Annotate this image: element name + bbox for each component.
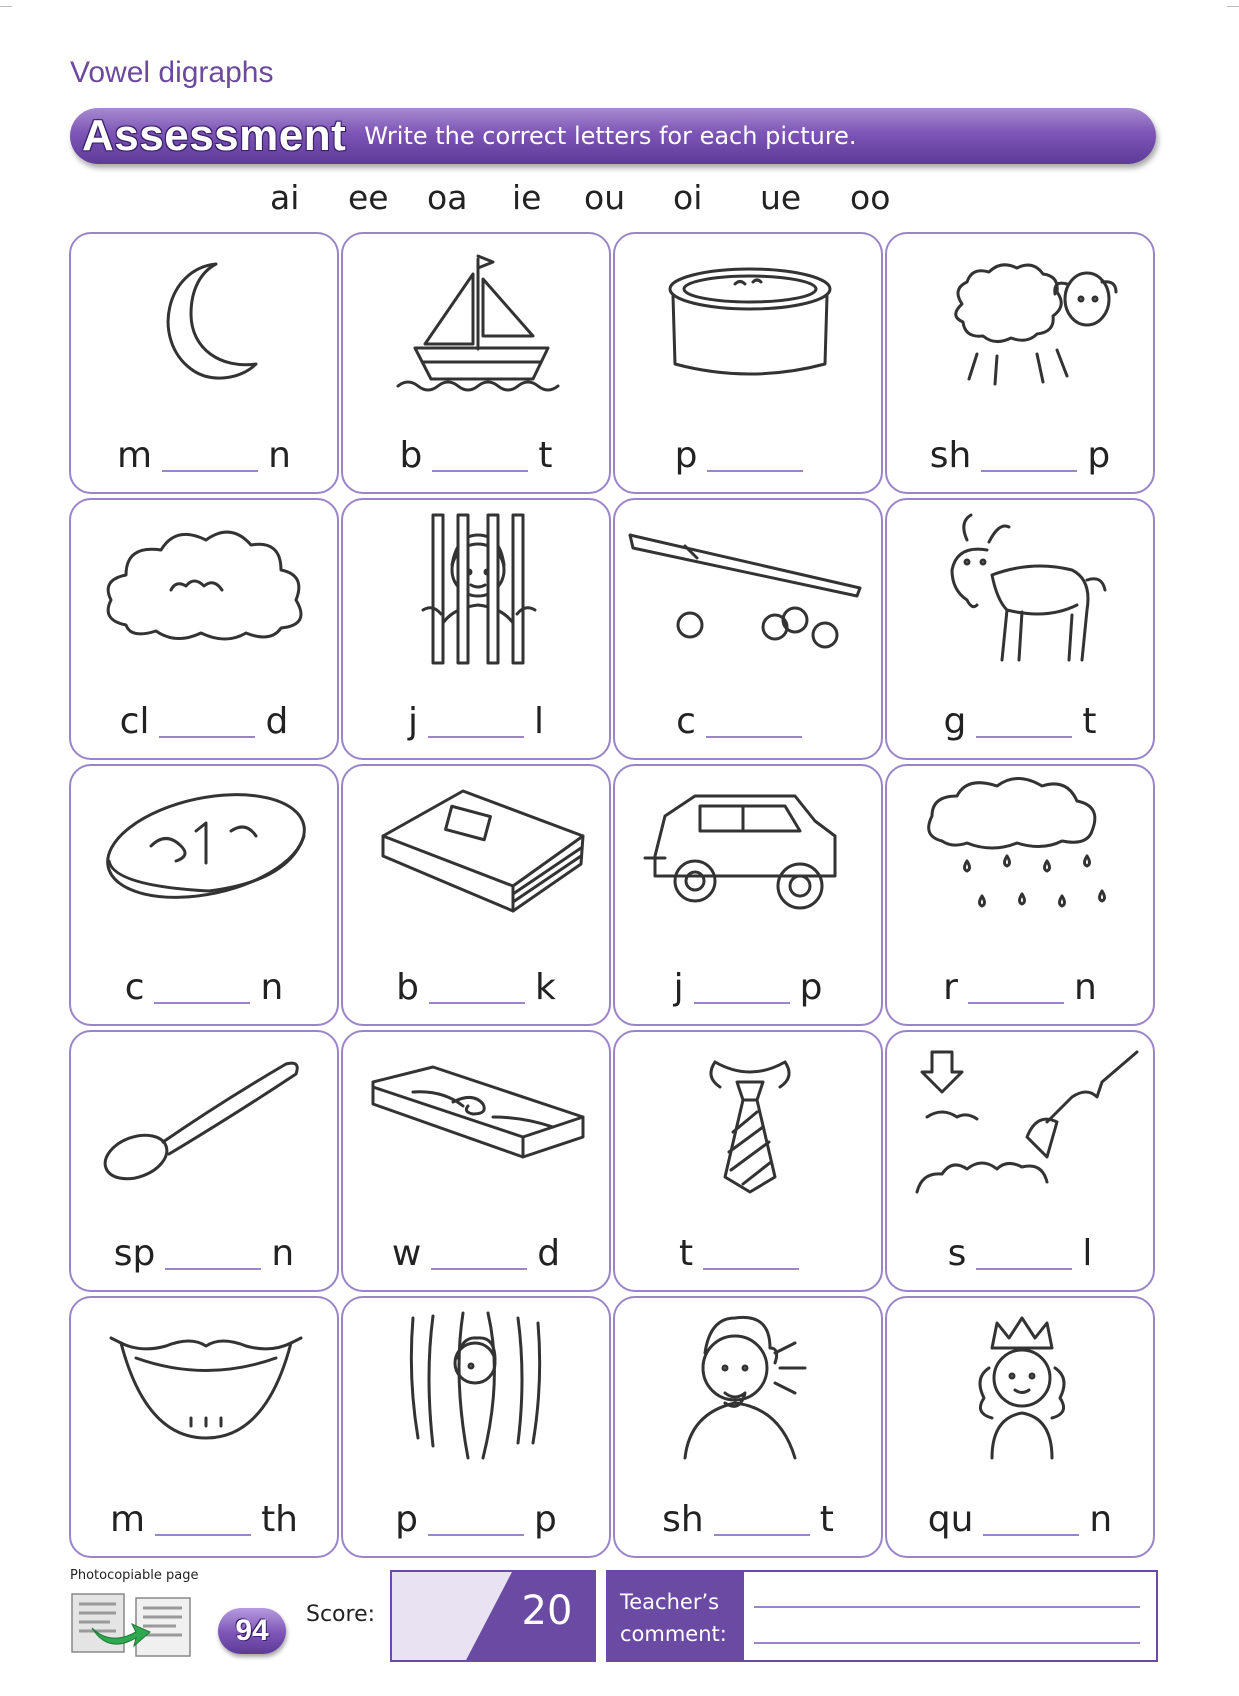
answer-blank[interactable] [428,732,524,738]
picture-card [613,498,883,760]
answer-blank[interactable] [714,1530,810,1536]
banner-title: Assessment [82,111,347,160]
word-suffix: p [799,967,823,1008]
wood-icon [353,1042,603,1197]
picture-card [885,498,1155,760]
assessment-banner [70,108,1156,164]
picture-card [341,1296,611,1558]
word-completion [887,698,1153,742]
digraph-option: oa [427,178,468,217]
boat-icon [353,244,603,399]
word-suffix: p [1087,435,1111,476]
picture-card [885,1296,1155,1558]
word-prefix: r [943,967,958,1008]
score-label: Score: [306,1602,376,1627]
comment-writing-line [754,1642,1140,1644]
digraph-option: ie [512,178,542,217]
answer-blank[interactable] [968,998,1064,1004]
word-prefix: t [678,1233,694,1274]
comment-writing-line [754,1606,1140,1608]
picture-card [613,232,883,494]
word-prefix: c [676,701,696,742]
queen-icon [897,1308,1147,1463]
word-prefix: b [399,435,423,476]
goat-icon [897,510,1147,665]
instruction-text: Write the correct letters for each picture. [364,122,857,150]
answer-blank[interactable] [976,732,1072,738]
word-completion [71,1230,337,1274]
answer-blank[interactable] [432,466,528,472]
word-prefix: w [391,1233,422,1274]
picture-card [613,1296,883,1558]
word-completion [71,698,337,742]
word-completion [343,964,609,1008]
word-completion [615,964,881,1008]
answer-blank[interactable] [428,1530,524,1536]
cloud-icon [81,510,331,665]
word-suffix: l [534,701,545,742]
word-completion [71,1496,337,1540]
word-completion [615,698,881,742]
word-prefix: qu [927,1499,974,1540]
picture-grid [69,232,1159,1560]
digraph-word-bank [270,178,970,222]
mouth-icon [81,1308,331,1463]
word-prefix: sp [113,1233,156,1274]
pie-icon [625,244,875,399]
jail-icon [353,510,603,665]
word-suffix: l [1082,1233,1093,1274]
word-completion [71,964,337,1008]
word-suffix: d [265,701,289,742]
answer-blank[interactable] [162,466,258,472]
sheep-icon [897,244,1147,399]
answer-blank[interactable] [165,1264,261,1270]
page-number-badge: 94 [218,1608,286,1654]
word-completion [71,432,337,476]
word-prefix: j [673,967,684,1008]
answer-blank[interactable] [976,1264,1072,1270]
word-prefix: p [674,435,698,476]
teacher-comment-box[interactable] [606,1570,1158,1662]
topic-heading: Vowel digraphs [70,56,274,89]
picture-card [69,764,339,1026]
spoon-icon [81,1042,331,1197]
picture-card [69,1296,339,1558]
coin-icon [81,776,331,931]
picture-card [613,764,883,1026]
word-suffix: n [268,435,291,476]
word-suffix: th [261,1499,298,1540]
picture-card [341,764,611,1026]
word-suffix: n [1073,967,1097,1008]
digraph-option: ou [584,178,626,217]
word-completion [887,1230,1153,1274]
word-suffix: n [1089,1499,1113,1540]
answer-blank[interactable] [155,1530,251,1536]
word-prefix: s [947,1233,967,1274]
answer-blank[interactable] [159,732,255,738]
word-suffix: t [1082,701,1097,742]
cue-stick-icon [625,510,875,665]
comment-label-line2: comment: [620,1622,727,1646]
word-prefix: m [109,1499,146,1540]
answer-blank[interactable] [429,998,525,1004]
picture-card [69,232,339,494]
picture-card [341,498,611,760]
word-prefix: p [395,1499,418,1540]
word-prefix: m [117,435,153,476]
tie-icon [625,1042,875,1197]
picture-card [69,1030,339,1292]
word-suffix: n [260,967,284,1008]
digraph-option: ai [270,178,300,217]
answer-blank[interactable] [694,998,790,1004]
word-completion [887,432,1153,476]
soil-icon [897,1042,1147,1197]
comment-label [608,1572,744,1660]
photocopy-icon [70,1588,200,1658]
picture-card [69,498,339,760]
shout-icon [625,1308,875,1463]
answer-blank[interactable] [154,998,250,1004]
picture-card [341,232,611,494]
digraph-option: ee [348,178,389,217]
word-completion [887,1496,1153,1540]
rain-icon [897,776,1147,931]
picture-card [613,1030,883,1292]
word-suffix: n [271,1233,295,1274]
crop-mark [0,6,12,7]
crop-mark [1227,6,1239,7]
word-prefix: b [396,967,419,1008]
word-prefix: sh [662,1499,704,1540]
word-suffix: p [534,1499,557,1540]
word-completion [343,432,609,476]
digraph-option: ue [760,178,802,217]
word-prefix: c [124,967,145,1008]
answer-blank[interactable] [703,1264,799,1270]
score-total: 20 [521,1588,573,1634]
peep-icon [353,1308,603,1463]
word-prefix: sh [929,435,972,476]
answer-blank[interactable] [981,466,1077,472]
book-icon [353,776,603,931]
word-completion [615,1496,881,1540]
answer-blank[interactable] [707,466,803,472]
word-completion [615,1230,881,1274]
word-completion [615,432,881,476]
word-suffix: t [538,435,553,476]
word-prefix: j [407,701,418,742]
jeep-icon [625,776,875,931]
digraph-option: oi [673,178,703,217]
moon-icon [81,244,331,399]
digraph-option: oo [850,178,891,217]
answer-blank[interactable] [706,732,802,738]
word-completion [887,964,1153,1008]
word-prefix: cl [119,701,150,742]
picture-card [885,232,1155,494]
word-suffix: d [537,1233,561,1274]
word-completion [343,1230,609,1274]
word-prefix: g [943,701,967,742]
picture-card [885,1030,1155,1292]
word-completion [343,698,609,742]
picture-card [885,764,1155,1026]
word-suffix: t [819,1499,834,1540]
answer-blank[interactable] [431,1264,527,1270]
picture-card [341,1030,611,1292]
comment-label-line1: Teacher’s [620,1590,720,1614]
photocopiable-label: Photocopiable page [70,1568,199,1583]
word-completion [343,1496,609,1540]
word-suffix: k [535,967,556,1008]
score-box[interactable] [390,1570,596,1662]
answer-blank[interactable] [983,1530,1079,1536]
